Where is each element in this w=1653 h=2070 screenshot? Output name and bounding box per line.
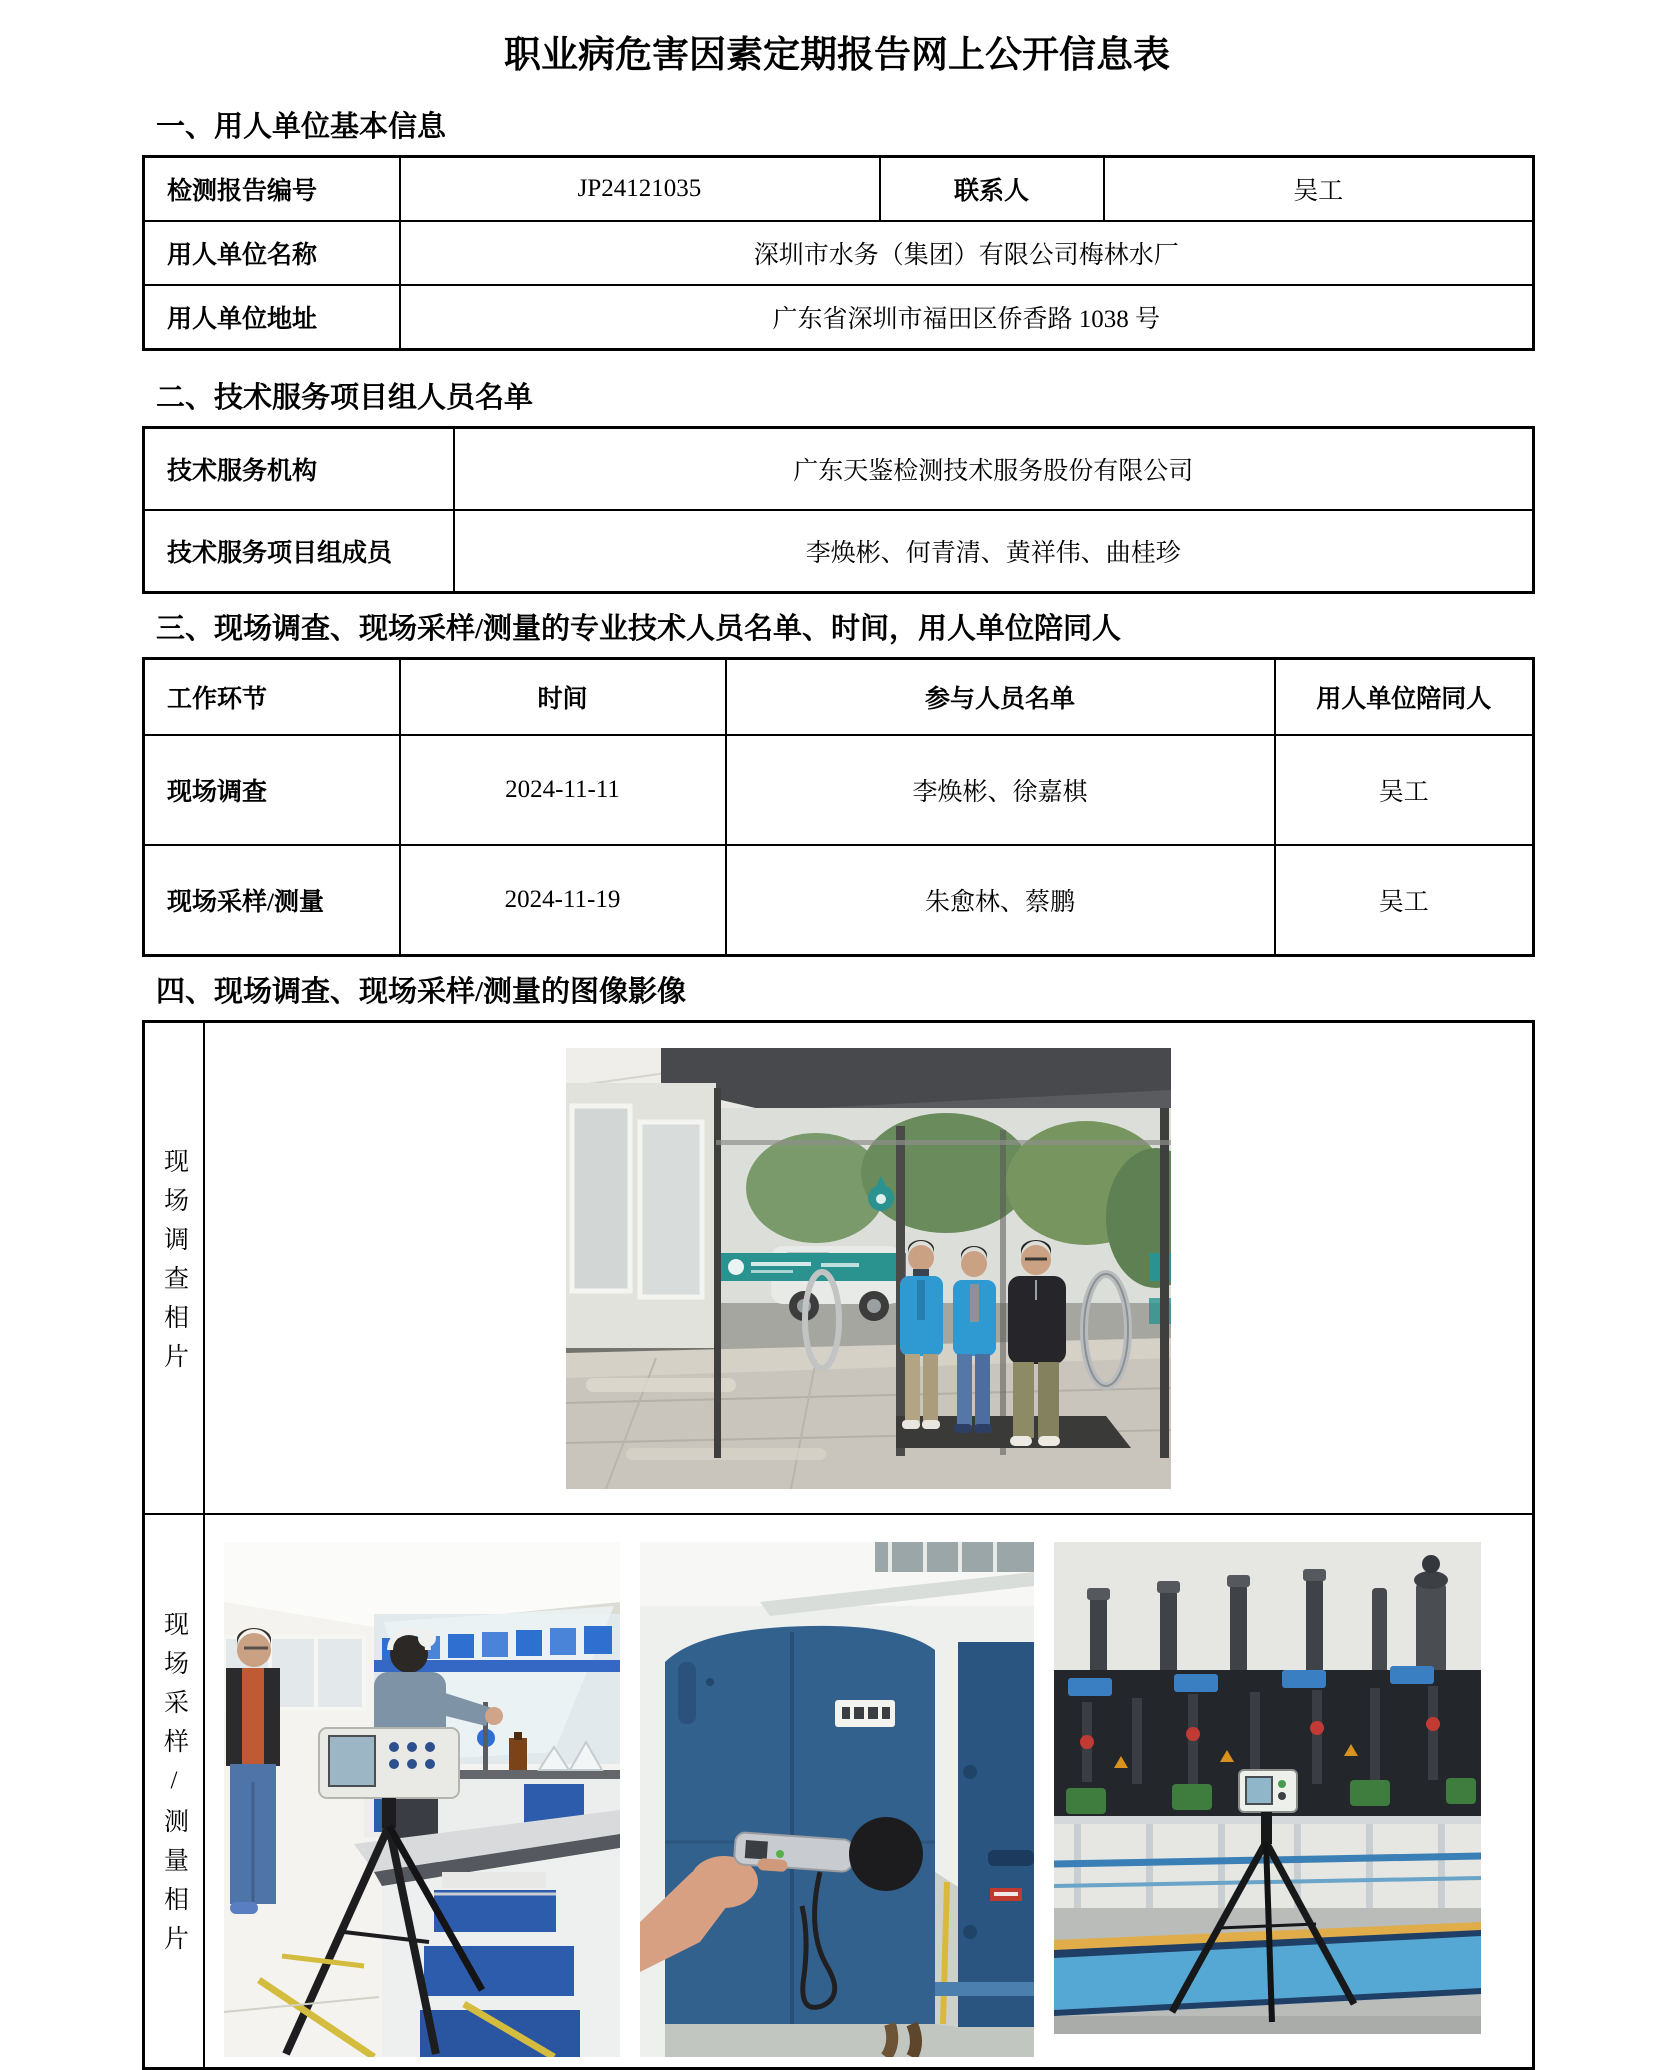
section4-heading: 四、现场调查、现场采样/测量的图像影像 — [156, 976, 687, 1009]
page-title: 职业病危害因素定期报告网上公开信息表 — [504, 35, 1170, 76]
sampling-photo-plant — [1054, 1542, 1481, 2034]
section2-heading: 二、技术服务项目组人员名单 — [156, 382, 534, 415]
employer-info-table — [142, 155, 1535, 351]
table-row — [144, 510, 1534, 593]
survey-photo-cell — [204, 1022, 1534, 1515]
report-no-label: 检测报告编号 — [144, 157, 400, 222]
survey-photo-label: 现场调查相片 — [160, 1147, 188, 1382]
team-members-label: 技术服务项目组成员 — [144, 510, 454, 593]
sampling-photo-label-cell — [144, 1514, 204, 2069]
section3-heading: 三、现场调查、现场采样/测量的专业技术人员名单、时间，用人单位陪同人 — [156, 613, 1122, 646]
table-row — [144, 1022, 1534, 1515]
contact-value: 吴工 — [1104, 157, 1534, 222]
employer-name-label: 用人单位名称 — [144, 221, 400, 285]
employer-name-value: 深圳市水务（集团）有限公司梅林水厂 — [400, 221, 1534, 285]
employer-addr-value: 广东省深圳市福田区侨香路 1038 号 — [400, 285, 1534, 350]
row-escort: 吴工 — [1275, 845, 1534, 956]
table-row — [144, 845, 1534, 956]
team-members-value: 李焕彬、何青清、黄祥伟、曲桂珍 — [454, 510, 1534, 593]
col-header-participants: 参与人员名单 — [726, 659, 1275, 736]
sampling-photo-lab — [224, 1542, 620, 2057]
service-org-value: 广东天鉴检测技术服务股份有限公司 — [454, 428, 1534, 511]
table-row — [144, 1514, 1534, 2069]
report-no-value: JP24121035 — [400, 157, 880, 222]
survey-photo-label-cell — [144, 1022, 204, 1515]
contact-label: 联系人 — [880, 157, 1104, 222]
row-date: 2024-11-19 — [400, 845, 726, 956]
service-team-table — [142, 426, 1535, 594]
row-participants: 朱愈林、蔡鹏 — [726, 845, 1275, 956]
sampling-photo-cell — [204, 1514, 1534, 2069]
table-row — [144, 157, 1534, 222]
col-header-escort: 用人单位陪同人 — [1275, 659, 1534, 736]
table-row — [144, 735, 1534, 845]
row-step: 现场调查 — [144, 735, 400, 845]
col-header-step: 工作环节 — [144, 659, 400, 736]
schedule-table — [142, 657, 1535, 957]
row-date: 2024-11-11 — [400, 735, 726, 845]
section1-heading: 一、用人单位基本信息 — [156, 111, 447, 144]
row-step: 现场采样/测量 — [144, 845, 400, 956]
report-page — [142, 32, 1532, 2070]
table-row — [144, 221, 1534, 285]
photo-table — [142, 1020, 1535, 2070]
survey-photo — [566, 1048, 1171, 1489]
row-escort: 吴工 — [1275, 735, 1534, 845]
table-row — [144, 428, 1534, 511]
table-header-row — [144, 659, 1534, 736]
row-participants: 李焕彬、徐嘉棋 — [726, 735, 1275, 845]
sampling-photo-noise — [640, 1542, 1034, 2057]
table-row — [144, 285, 1534, 350]
sampling-photo-label: 现场采样/测量相片 — [160, 1611, 188, 1965]
employer-addr-label: 用人单位地址 — [144, 285, 400, 350]
service-org-label: 技术服务机构 — [144, 428, 454, 511]
col-header-date: 时间 — [400, 659, 726, 736]
sampling-photo-strip — [205, 1526, 1533, 2057]
